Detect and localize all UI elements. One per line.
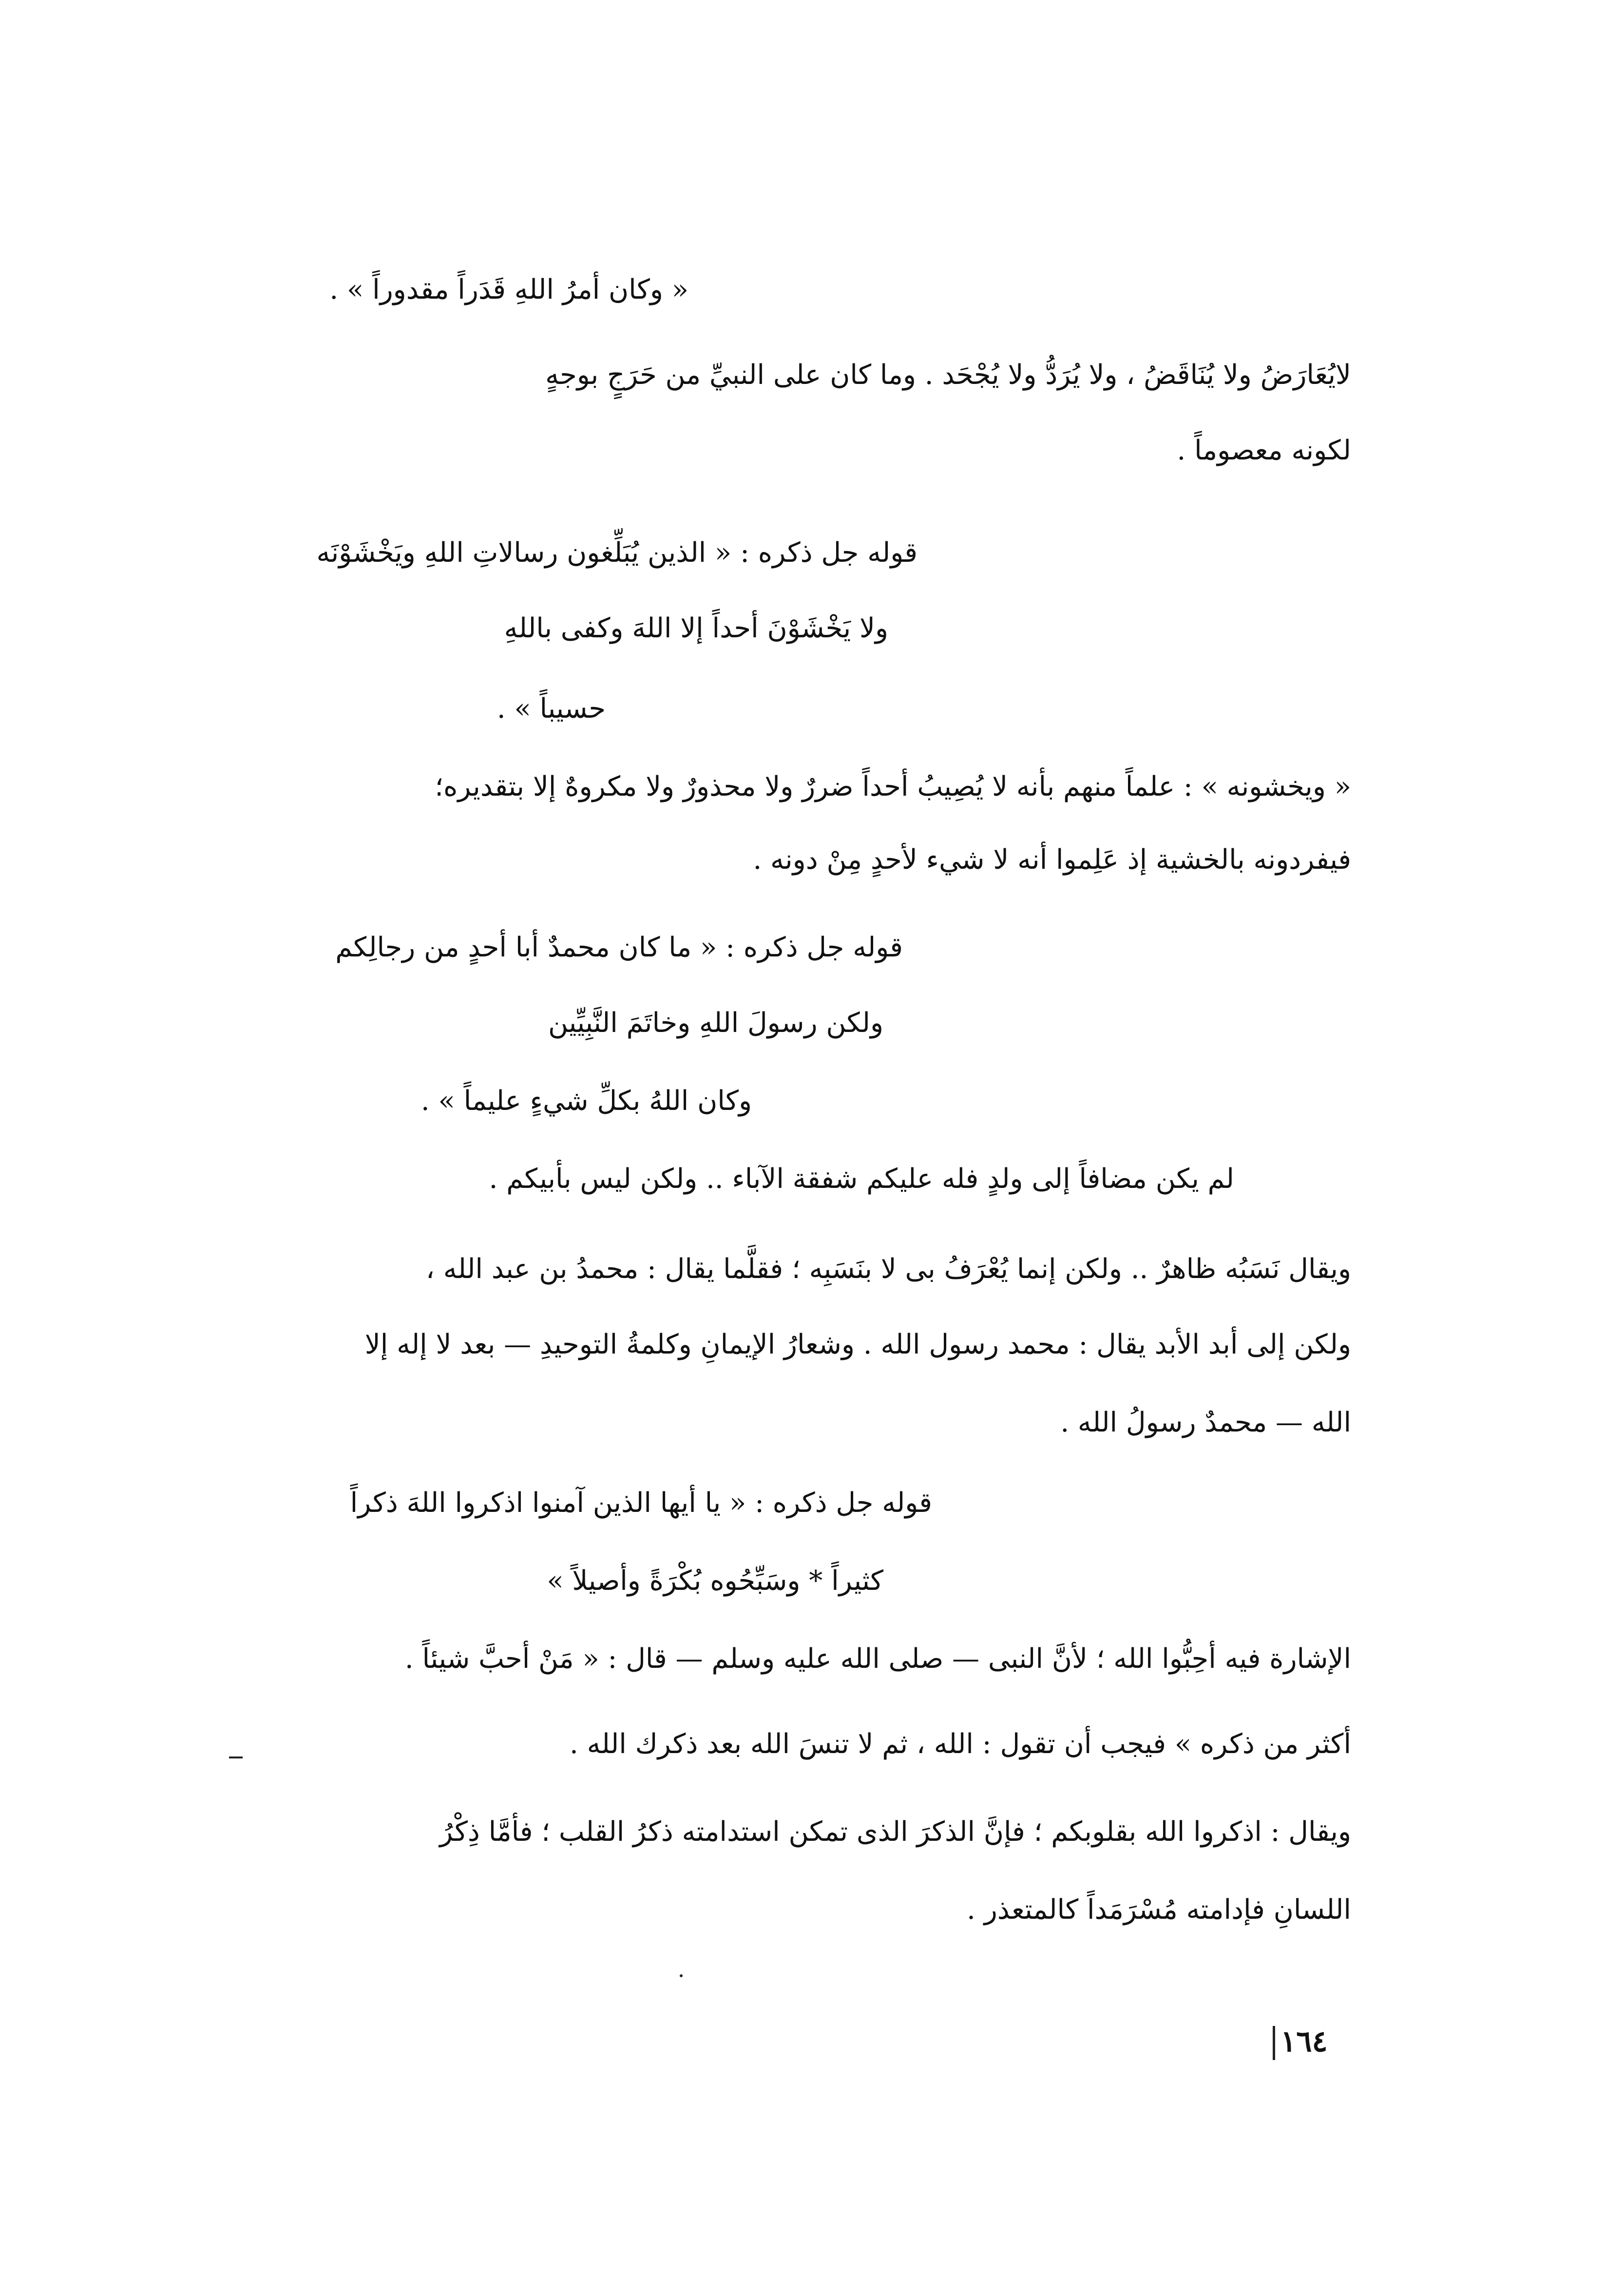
commentary-line: « ويخشونه » : علماً منهم بأنه لا يُصِيبُ أحداً ضررٌ ولا محذورٌ ولا مكروهٌ إلا بتقديره؛	[435, 771, 1351, 802]
verse-heading-line: قوله جل ذكره : « ما كان محمدٌ أبا أحدٍ من رجالِكم	[335, 932, 903, 963]
verse-line: كثيراً * وسَبِّحُوه بُكْرَةً وأصيلاً »	[547, 1565, 883, 1597]
verse-heading-line: قوله جل ذكره : « يا أيها الذين آمنوا اذكروا اللهَ ذكراً	[350, 1487, 932, 1519]
commentary-line: ولكن إلى أبد الأبد يقال : محمد رسول الله . وشعارُ الإيمانِ وكلمةُ التوحيدِ — بعد لا إله إلا	[364, 1329, 1351, 1360]
scan-mark	[229, 1756, 243, 1758]
commentary-line: الإشارة فيه أحِبُّوا الله ؛ لأنَّ النبى — صلى الله عليه وسلم — قال : « مَنْ أحبَّ شيئاً .	[404, 1643, 1351, 1675]
verse-line: حسيباً » .	[497, 693, 606, 725]
scan-mark	[680, 1974, 683, 1977]
page-number-bar	[1273, 2026, 1275, 2060]
commentary-line: لم يكن مضافاً إلى ولدٍ فله عليكم شفقة الآباء .. ولكن ليس بأبيكم .	[489, 1163, 1234, 1195]
commentary-line: أكثر من ذكره » فيجب أن تقول : الله ، ثم لا تنسَ الله بعد ذكرك الله .	[570, 1728, 1351, 1760]
commentary-line: ويقال نَسَبُه ظاهرٌ .. ولكن إنما يُعْرَفُ بى لا بنَسَبِه ؛ فقلَّما يقال : محمدُ بن عبد الله ،	[425, 1253, 1351, 1285]
commentary-line: الله — محمدٌ رسولُ الله .	[1060, 1407, 1351, 1438]
commentary-line: فيفردونه بالخشية إذ عَلِموا أنه لا شيء لأحدٍ مِنْ دونه .	[753, 844, 1351, 876]
verse-heading-line: قوله جل ذكره : « الذين يُبَلِّغون رسالاتِ اللهِ ويَخْشَوْنَه	[316, 537, 917, 569]
commentary-line: ويقال : اذكروا الله بقلوبكم ؛ فإنَّ الذكرَ الذى تمكن استدامته ذكرُ القلب ؛ فأمَّا ذِكْرُ	[439, 1816, 1351, 1848]
commentary-line: اللسانِ فإدامته مُسْرَمَداً كالمتعذر .	[967, 1894, 1351, 1926]
commentary-line: لكونه معصوماً .	[1177, 435, 1351, 466]
page-number: ١٦٤	[1280, 2024, 1328, 2059]
verse-line: وكان اللهُ بكلِّ شيءٍ عليماً » .	[420, 1085, 752, 1117]
commentary-line: لايُعَارَضُ ولا يُنَاقَضُ ، ولا يُرَدُّ ولا يُجْحَد . وما كان على النبيِّ من حَرَجٍ بوجهٍ	[545, 359, 1351, 391]
verse-line: « وكان أمرُ اللهِ قَدَراً مقدوراً » .	[329, 274, 688, 305]
verse-line: ولكن رسولَ اللهِ وخاتَمَ النَّبِيِّين	[548, 1007, 883, 1039]
verse-line: ولا يَخْشَوْنَ أحداً إلا اللهَ وكفى باللهِ	[504, 612, 888, 644]
